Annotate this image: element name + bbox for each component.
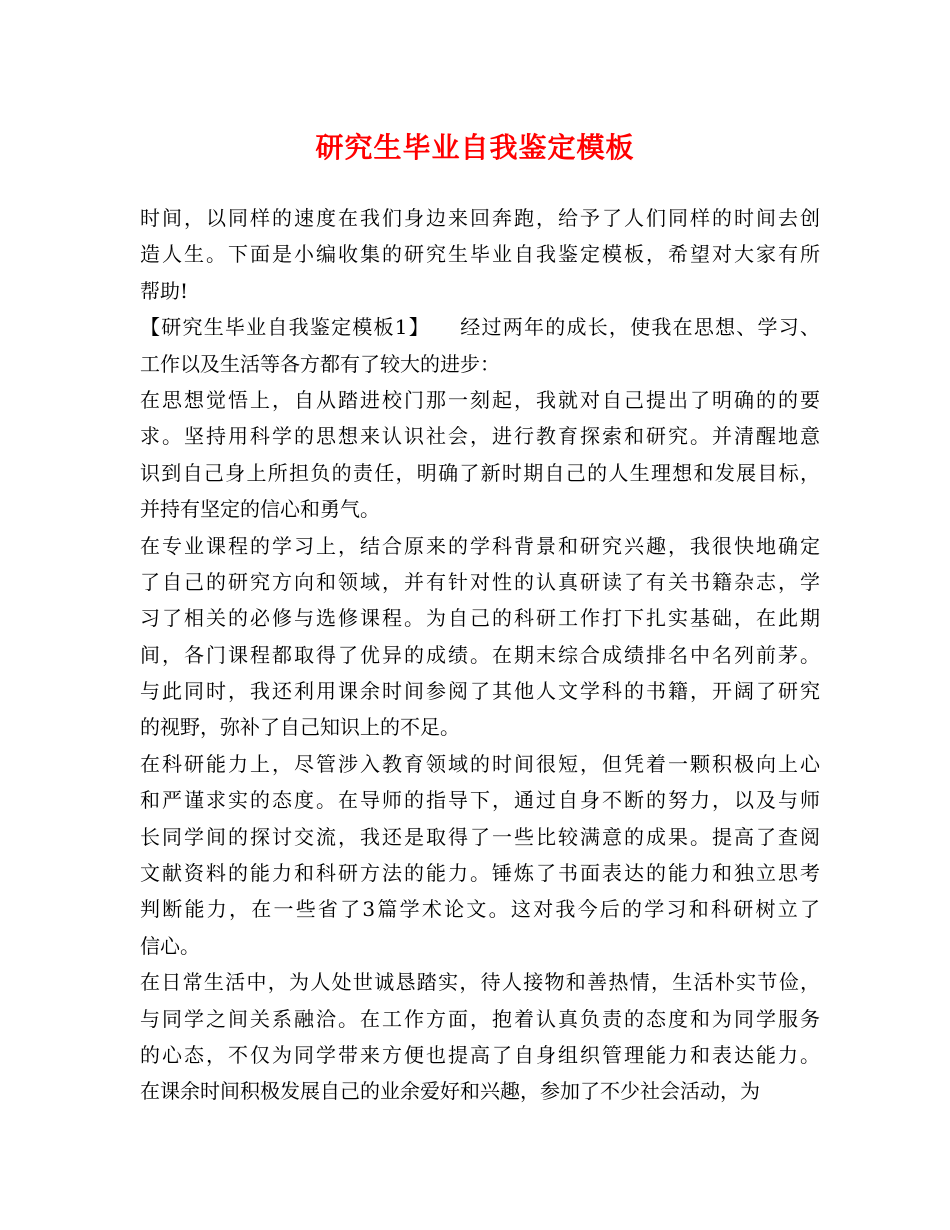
body-line: 间，各门课程都取得了优异的成绩。在期末综合成绩排名中名列前茅。 bbox=[140, 642, 820, 667]
body-line: 帮助! bbox=[140, 278, 189, 303]
body-line: 造人生。下面是小编收集的研究生毕业自我鉴定模板，希望对大家有所 bbox=[140, 242, 820, 267]
body-line: 习了相关的必修与选修课程。为自己的科研工作打下扎实基础，在此期 bbox=[140, 606, 820, 631]
body-line: 文献资料的能力和科研方法的能力。锤炼了书面表达的能力和独立思考 bbox=[140, 861, 820, 886]
body-line: 求。坚持用科学的思想来认识社会，进行教育探索和研究。并清醒地意 bbox=[140, 424, 820, 449]
body-line: 在课余时间积极发展自己的业余爱好和兴趣，参加了不少社会活动，为 bbox=[140, 1079, 760, 1104]
body-line: 在日常生活中，为人处世诚恳踏实，待人接物和善热情，生活朴实节俭， bbox=[140, 970, 820, 995]
body-line: 工作以及生活等各方都有了较大的进步： bbox=[140, 351, 500, 376]
body-line: 在专业课程的学习上，结合原来的学科背景和研究兴趣，我很快地确定 bbox=[140, 533, 820, 558]
body-line: 时间，以同样的速度在我们身边来回奔跑，给予了人们同样的时间去创 bbox=[140, 206, 820, 230]
body-line: 与同学之间关系融洽。在工作方面，抱着认真负责的态度和为同学服务 bbox=[140, 1006, 820, 1031]
body-line: 并持有坚定的信心和勇气。 bbox=[140, 497, 380, 522]
body-line: 的视野，弥补了自己知识上的不足。 bbox=[140, 715, 460, 740]
body-line: 的心态，不仅为同学带来方便也提高了自身组织管理能力和表达能力。 bbox=[140, 1042, 820, 1067]
body-line: 信心。 bbox=[140, 933, 200, 958]
body-line: 长同学间的探讨交流，我还是取得了一些比较满意的成果。提高了查阅 bbox=[140, 824, 820, 849]
document-body bbox=[140, 200, 820, 1110]
body-line: 与此同时，我还利用课余时间参阅了其他人文学科的书籍，开阔了研究 bbox=[140, 679, 820, 704]
body-line: 识到自己身上所担负的责任，明确了新时期自己的人生理想和发展目标， bbox=[140, 460, 820, 485]
document-title: 研究生毕业自我鉴定模板 bbox=[315, 131, 635, 164]
body-line: 在科研能力上，尽管涉入教育领域的时间很短，但凭着一颗积极向上心 bbox=[140, 751, 820, 776]
body-line: 了自己的研究方向和领域，并有针对性的认真研读了有关书籍杂志，学 bbox=[140, 569, 820, 594]
body-line: 【研究生毕业自我鉴定模板1】 经过两年的成长，使我在思想、学习、 bbox=[140, 315, 820, 340]
body-line: 和严谨求实的态度。在导师的指导下，通过自身不断的努力，以及与师 bbox=[140, 788, 820, 813]
body-line: 判断能力，在一些省了3篇学术论文。这对我今后的学习和科研树立了 bbox=[140, 897, 820, 922]
body-line: 在思想觉悟上，自从踏进校门那一刻起，我就对自己提出了明确的的要 bbox=[140, 387, 820, 412]
